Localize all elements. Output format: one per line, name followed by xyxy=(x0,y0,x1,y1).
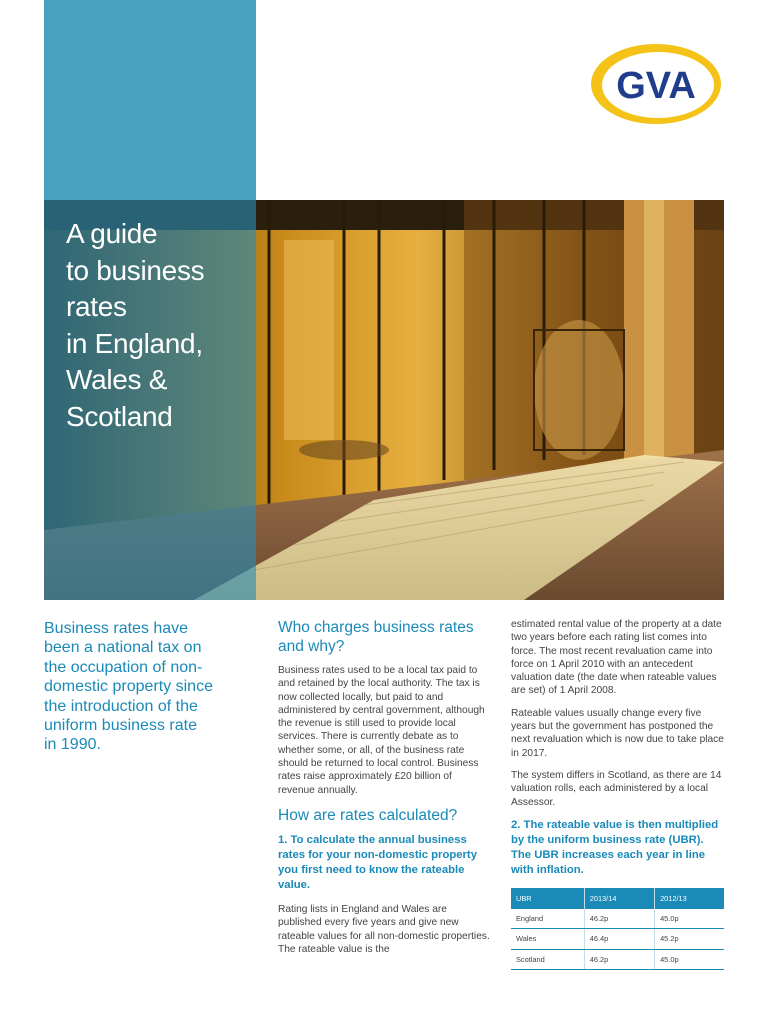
table-cell: Scotland xyxy=(511,949,584,969)
table-row xyxy=(511,929,724,949)
intro-line: been a national tax on xyxy=(44,639,202,657)
table-cell: 45.0p xyxy=(655,909,724,929)
intro-line: in 1990. xyxy=(44,736,101,754)
paragraph: The system differs in Scotland, as there are 14 valuation rolls, each administered by a local Assessor. xyxy=(511,769,722,808)
intro-line: uniform business rate xyxy=(44,717,197,735)
title-line: to business xyxy=(66,254,205,286)
intro-line: the occupation of non- xyxy=(44,658,203,676)
subheading-step-2: 2. The rateable value is then multiplied by the uniform business rate (UBR). The UBR increases each year in line with inflation. xyxy=(511,818,719,876)
table-row xyxy=(511,909,724,929)
heading-how-calculated: How are rates calculated? xyxy=(278,806,458,824)
title-line: Wales & xyxy=(66,364,168,395)
column-middle xyxy=(278,618,491,965)
paragraph: Business rates used to be a local tax paid to and retained by the local authority. The tax is now collected locally, but paid to and administered by central government, although the revenue is still used to provide local services. There is currently debate as to whether some, or all, of the business rate should be returned to local control. Business rates raise approximately £20 billion of revenue annually. xyxy=(278,665,485,796)
hero-title xyxy=(66,216,266,435)
table-header-row xyxy=(511,888,724,909)
column-right xyxy=(511,618,724,970)
paragraph: estimated rental value of the property at a date two years before each rating list comes into force. The most recent revaluation came into force on 1 April 2010 with an antecedent valuation date (the date when rateable values are set) of 1 April 2008. xyxy=(511,619,722,697)
gva-logo xyxy=(588,40,724,128)
heading-who-charges: Who charges business rates and why? xyxy=(278,619,474,655)
table-cell: 46.4p xyxy=(584,929,654,949)
title-line: A guide xyxy=(66,218,158,249)
table-cell: 45.0p xyxy=(655,949,724,969)
table-cell: 46.2p xyxy=(584,949,654,969)
title-line: rates xyxy=(66,291,127,322)
paragraph: Rating lists in England and Wales are published every five years and give new rateable values for all non-domestic properties. The rateable value is the xyxy=(278,903,490,955)
top-color-band xyxy=(44,0,256,200)
intro-line: the introduction of the xyxy=(44,697,198,715)
paragraph: Rateable values usually change every five years but the government has postponed the next revaluation which is now due to take place in 2017. xyxy=(511,707,724,759)
title-line: in England, xyxy=(66,327,203,359)
subheading-step-1: 1. To calculate the annual business rates for your non-domestic property you first need to know the rateable value. xyxy=(278,833,477,891)
intro-line: domestic property since xyxy=(44,678,213,696)
logo-text: GVA xyxy=(616,65,696,107)
table-cell: Wales xyxy=(511,929,584,949)
table-header: UBR xyxy=(511,888,584,909)
table-cell: 45.2p xyxy=(655,929,724,949)
intro-text xyxy=(44,619,249,755)
table-header: 2013/14 xyxy=(584,888,654,909)
intro-line: Business rates have xyxy=(44,620,189,637)
table-row xyxy=(511,949,724,969)
table-header: 2012/13 xyxy=(655,888,724,909)
ubr-table xyxy=(511,888,724,970)
table-cell: 46.2p xyxy=(584,909,654,929)
title-line: Scotland xyxy=(66,400,173,432)
table-cell: England xyxy=(511,909,584,929)
